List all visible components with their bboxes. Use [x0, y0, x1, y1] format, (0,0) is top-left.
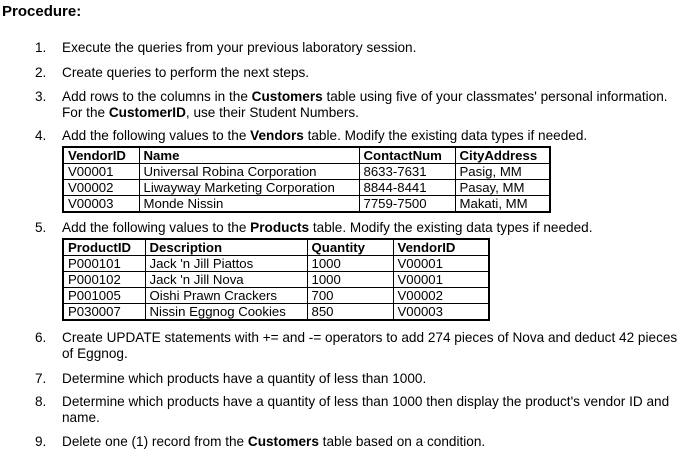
table-cell: V00003 — [63, 196, 139, 213]
step-text: Create queries to perform the next steps. — [62, 65, 310, 80]
step-text: Determine which products have a quantity of less than 1000 then display the product's vendor ID and name. — [62, 394, 670, 425]
table-cell: V00001 — [393, 256, 489, 272]
table-cell: 700 — [307, 288, 393, 304]
table-cell: P000102 — [63, 272, 145, 288]
step-text: Create UPDATE statements with += and -= operators to add 274 pieces of Nova and deduct 42 pieces of Eggnog. — [62, 330, 678, 361]
table-cell: V00003 — [393, 304, 489, 321]
step-number: 4. — [35, 128, 47, 143]
step-number: 6. — [35, 330, 47, 345]
table-cell: Jack 'n Jill Piattos — [145, 256, 307, 272]
step-text: Execute the queries from your previous laboratory session. — [62, 40, 417, 55]
table-row — [63, 164, 550, 180]
step-number: 8. — [35, 394, 47, 409]
table-cell: Pasig, MM — [455, 164, 550, 180]
table-cell: P030007 — [63, 304, 145, 321]
table-cell: 850 — [307, 304, 393, 321]
step-number: 5. — [35, 220, 47, 235]
table-header-row — [63, 147, 550, 164]
procedure-title: Procedure: — [2, 3, 82, 20]
table-row — [63, 304, 489, 321]
column-header: VendorID — [63, 147, 139, 164]
column-header: ContactNum — [359, 147, 455, 164]
table-cell: Makati, MM — [455, 196, 550, 213]
table-cell: V00001 — [63, 164, 139, 180]
table-cell: Oishi Prawn Crackers — [145, 288, 307, 304]
step-text: Delete one (1) record from the Customers table based on a condition. — [62, 434, 486, 449]
table-header-row — [63, 239, 489, 256]
table-cell: Universal Robina Corporation — [139, 164, 359, 180]
step-text: Add the following values to the Vendors table. Modify the existing data types if needed. — [62, 128, 588, 143]
table-cell: 7759-7500 — [359, 196, 455, 213]
table-cell: Monde Nissin — [139, 196, 359, 213]
step-number: 7. — [35, 371, 47, 386]
step-text: Add the following values to the Products table. Modify the existing data types if needed. — [62, 220, 593, 235]
step-number: 2. — [35, 65, 47, 80]
step-number: 3. — [35, 89, 47, 104]
table-cell: 1000 — [307, 272, 393, 288]
step-text: Add rows to the columns in the Customers table using five of your classmates' personal information. For the CustomerID, use their Student Numbers. — [62, 89, 668, 120]
step-text: Determine which products have a quantity of less than 1000. — [62, 371, 427, 386]
table-cell: Liwayway Marketing Corporation — [139, 180, 359, 196]
column-header: VendorID — [393, 239, 489, 256]
table-row — [63, 288, 489, 304]
table-row — [63, 196, 550, 213]
step-number: 9. — [35, 434, 47, 449]
products-table — [62, 238, 490, 321]
column-header: Quantity — [307, 239, 393, 256]
column-header: CityAddress — [455, 147, 550, 164]
table-cell: 8633-7631 — [359, 164, 455, 180]
table-row — [63, 256, 489, 272]
vendors-table — [62, 146, 551, 213]
table-row — [63, 272, 489, 288]
table-cell: 1000 — [307, 256, 393, 272]
table-cell: Pasay, MM — [455, 180, 550, 196]
table-cell: P001005 — [63, 288, 145, 304]
column-header: Description — [145, 239, 307, 256]
table-cell: Nissin Eggnog Cookies — [145, 304, 307, 321]
table-cell: V00001 — [393, 272, 489, 288]
column-header: ProductID — [63, 239, 145, 256]
table-cell: V00002 — [63, 180, 139, 196]
table-cell: P000101 — [63, 256, 145, 272]
table-cell: Jack 'n Jill Nova — [145, 272, 307, 288]
column-header: Name — [139, 147, 359, 164]
table-cell: V00002 — [393, 288, 489, 304]
table-cell: 8844-8441 — [359, 180, 455, 196]
table-row — [63, 180, 550, 196]
step-number: 1. — [35, 40, 47, 55]
